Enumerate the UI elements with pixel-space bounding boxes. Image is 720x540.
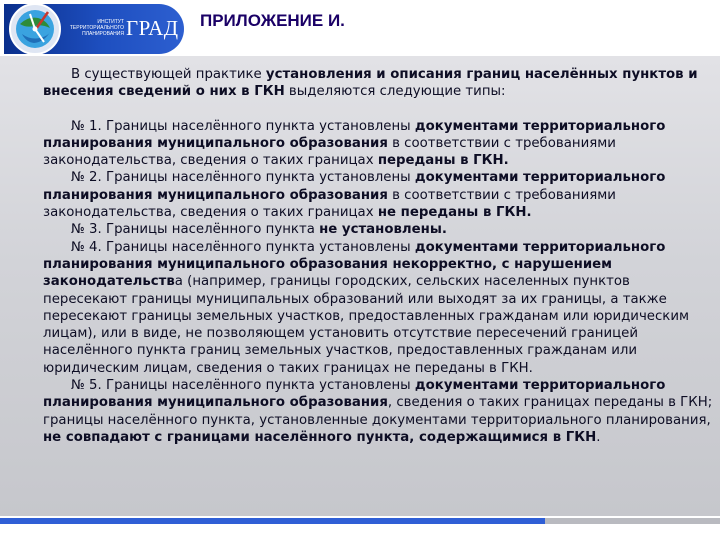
footer-bar [0, 516, 720, 540]
text-run: № 1. Границы населённого пункта установлены [71, 118, 415, 134]
brand-name: ГРАД [126, 16, 179, 40]
text-run: В существующей практике [71, 67, 266, 82]
intro-paragraph [43, 66, 715, 101]
bold-text-run: не совпадают с границами населённого пункта, содержащимися в ГКН [43, 429, 597, 445]
footer-accent-bar [0, 518, 545, 524]
type-item-5 [43, 377, 715, 446]
bold-text-run: документами территориального планирования муниципального образования [43, 118, 666, 151]
globe-logo-icon [8, 2, 62, 56]
type-item-3 [43, 221, 715, 238]
type-item-2 [43, 169, 715, 221]
footer-gray-bar [545, 518, 720, 524]
type-item-4 [43, 239, 715, 377]
bold-text-run: не переданы в ГКН. [377, 205, 532, 221]
institute-name: ИНСТИТУТ ТЕРРИТОРИАЛЬНОГО ПЛАНИРОВАНИЯ [69, 19, 124, 37]
text-run: № 3. Границы населённого пункта [71, 222, 320, 238]
text-run: № 2. Границы населённого пункта установлены [71, 170, 415, 186]
text-run: № 5. Границы населённого пункта установлены [71, 378, 415, 394]
bold-text-run: документами территориального планирования муниципального образования [43, 378, 666, 411]
slide-header [0, 0, 720, 56]
content-panel [0, 56, 720, 516]
text-run: в соответствии с требованиями законодательства, сведения о таких границах [43, 135, 616, 169]
text-run: , сведения о таких границах переданы в ГКН; границы населённого пункта, установленные документами территориального планирования, [43, 395, 713, 428]
text-run: в соответствии с требованиями законодательства, сведения о таких границах [43, 187, 616, 221]
type-item-1 [43, 118, 715, 170]
text-run: выделяются следующие типы: [284, 84, 506, 100]
bold-text-run: не установлены. [319, 222, 447, 238]
bold-text-run: переданы в ГКН. [377, 153, 509, 169]
body-text [43, 66, 715, 446]
logo-banner [4, 4, 184, 54]
bold-text-run: документами территориального планирования муниципального образования [43, 170, 666, 203]
bold-text-run: документами территориального планирования муниципального образования некорректно, с нарушением законодательств [43, 239, 666, 290]
bold-text-run: установления и описания границ населённых пунктов и внесения сведений о них в ГКН [43, 67, 698, 100]
page-title: ПРИЛОЖЕНИЕ И. [200, 11, 345, 30]
text-run: а (например, границы городских, сельских населенных пунктов пересекают границы муниципальных образований или выходят за их границы, а также пересекают границы земельных участков, предоставленных гражданам или юридическим лицам), или в виде, не позволяющем установить отсутствие пересечений границей населённого пункта границ земельных участков, предоставленных гражданам или юридическим лицам, сведения о таких границах не переданы в ГКН. [43, 274, 690, 376]
text-run: № 4. Границы населённого пункта установлены [71, 239, 415, 255]
text-run: . [596, 429, 601, 445]
